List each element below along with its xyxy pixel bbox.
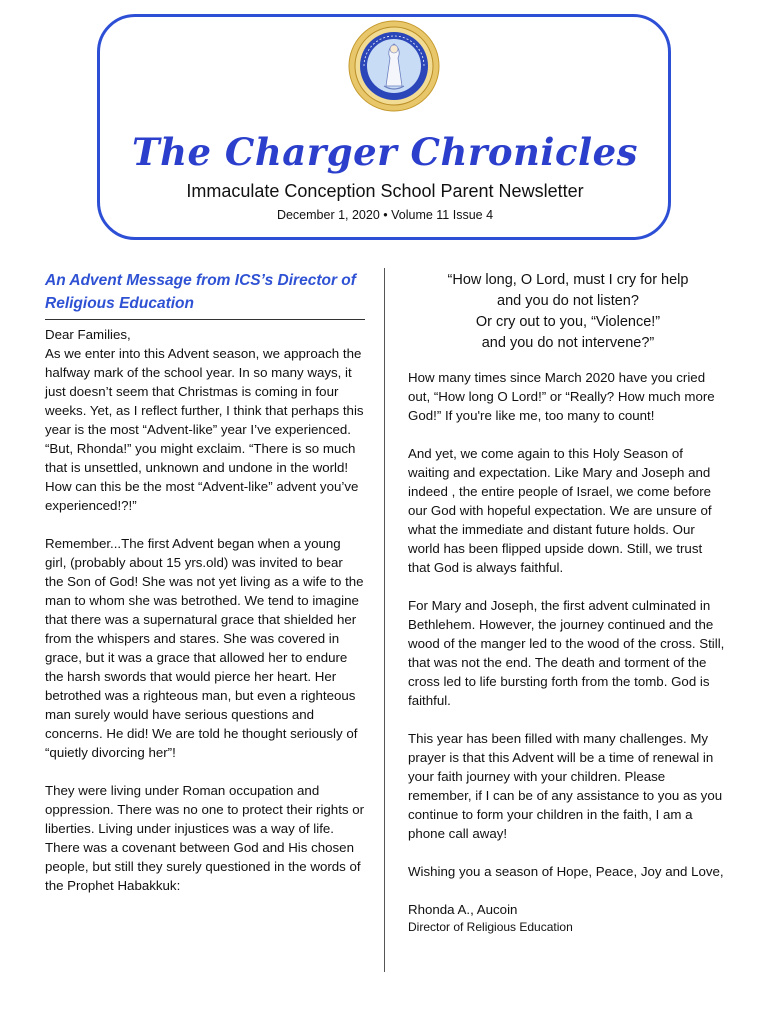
newsletter-title: The Charger Chronicles: [132, 130, 638, 174]
signature-title: Director of Religious Education: [408, 920, 573, 934]
habakkuk-quote: “How long, O Lord, must I cry for help and you do not listen? Or cry out to you, “Violence!” and you do not intervene?”: [447, 272, 689, 351]
article-title: An Advent Message from ICS’s Director of Religious Education: [45, 272, 356, 312]
column-divider: [384, 268, 385, 972]
paragraph: Remember...The first Advent began when a young girl, (probably about 15 yrs.old) was invited to bear the Son of God! She was not yet living as a wife to the man to whom she was betrothed. We tend to imagine that there was a supernatural grace that shielded her from the whispers and stares. She was covered in grace, but it was a grace that allowed her to endure the harsh swords that would pierce her heart. Her betrothed was a righteous man, but even a righteous man surely would have serious questions and concerns. He did! We are told he thought seriously of “quietly divorcing her”!: [45, 536, 364, 760]
paragraph: For Mary and Joseph, the first advent culminated in Bethlehem. However, the journey continued and the wood of the manger led to the wood of the cross. Still, that was not the end. The death and torment of the cross led to life bursting forth from the tomb. God is faithful.: [408, 598, 725, 708]
paragraph: How many times since March 2020 have you cried out, “How long O Lord!” or “Really? How much more God!” If you're like me, too many to count!: [408, 370, 715, 423]
newsletter-subtitle: Immaculate Conception School Parent Newsletter: [186, 181, 584, 201]
title-rule: [45, 319, 365, 320]
signature-name: Rhonda A., Aucoin: [408, 902, 518, 917]
paragraph: They were living under Roman occupation and oppression. There was no one to protect their rights or liberties. Living under injustices was a way of life. There was a covenant between God and His chosen people, but still they surely questioned in the words of the Prophet Habakkuk:: [45, 783, 365, 893]
paragraph: Wishing you a season of Hope, Peace, Joy and Love,: [408, 864, 724, 879]
paragraph: And yet, we come again to this Holy Season of waiting and expectation. Like Mary and Joseph and indeed , the entire people of Israel, we come before our God with hopeful expectation. We are unsure of what the immediate and distant future holds. Our world has been flipped upside down. Still, we trust that God is always faithful.: [408, 446, 712, 575]
paragraph: This year has been filled with many challenges. My prayer is that this Advent will be a time of renewal in your faith journey with your children. Please remember, if I can be of any assistance to you as you continue to form your children in the faith, I am a phone call away!: [408, 731, 723, 841]
left-column: [45, 269, 365, 895]
newsletter-dateline: December 1, 2020 • Volume 11 Issue 4: [276, 208, 494, 222]
right-column: [408, 270, 728, 936]
paragraph: Dear Families, As we enter into this Advent season, we approach the halfway mark of the school year. In so many ways, it just doesn’t seem that Christmas is coming in four weeks. Yet, as I reflect further, I think that perhaps this year is the most “Advent-like” year I’ve experienced. “But, Rhonda!” you might exclaim. “There is so much that is unsettled, unknown and undone in the world! How can this be the most “Advent-like” advent you’ve experienced!?!”: [45, 327, 364, 513]
school-seal-logo: [348, 20, 440, 112]
